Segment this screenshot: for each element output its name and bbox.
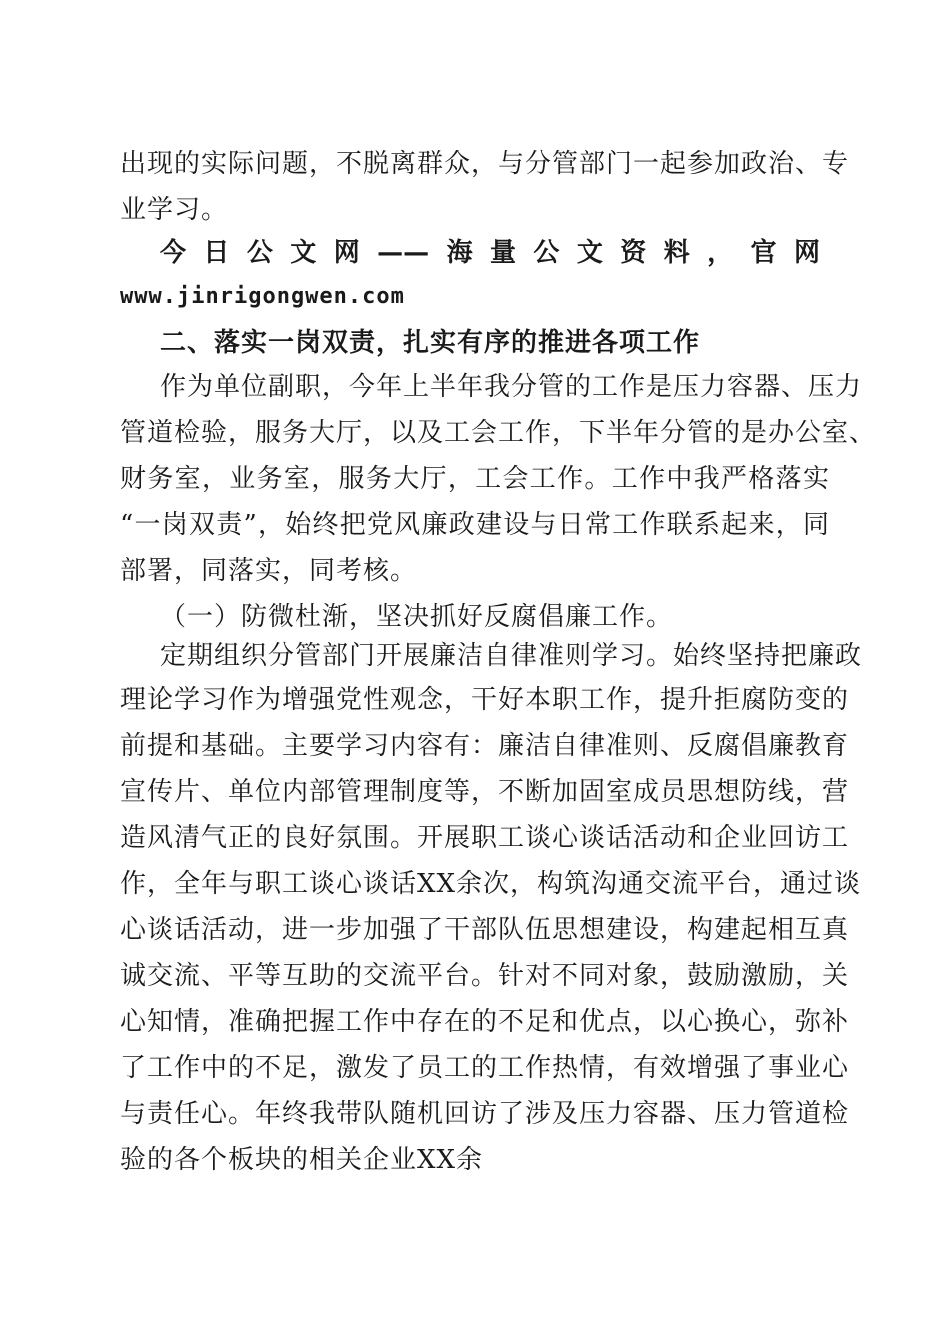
site-banner-title: 今日公文网——海量公文资料，官网 (160, 238, 820, 268)
paragraph-line: 与责任心。年终我带队随机回访了涉及压力容器、压力管道检 (120, 1099, 850, 1129)
site-banner-url[interactable]: www.jinrigongwen.com (120, 284, 405, 309)
paragraph-line: 了工作中的不足，激发了员工的工作热情，有效增强了事业心 (120, 1053, 850, 1083)
paragraph-line: 作为单位副职，今年上半年我分管的工作是压力容器、压力 (160, 372, 863, 402)
paragraph-line: 定期组织分管部门开展廉洁自律准则学习。始终坚持把廉政 (160, 641, 863, 671)
paragraph-line: 心知情，准确把握工作中存在的不足和优点，以心换心，弥补 (120, 1007, 850, 1037)
subsection-heading: （一）防微杜渐，坚决抓好反腐倡廉工作。 (160, 602, 674, 632)
paragraph-line: 部署，同落实，同考核。 (120, 556, 418, 586)
paragraph-line: 出现的实际问题，不脱离群众，与分管部门一起参加政治、专 (120, 149, 850, 179)
paragraph-line: 前提和基础。主要学习内容有：廉洁自律准则、反腐倡廉教育 (120, 731, 850, 761)
paragraph-line: 验的各个板块的相关企业XX余 (120, 1145, 484, 1175)
section-heading: 二、落实一岗双责，扎实有序的推进各项工作 (160, 328, 701, 358)
paragraph-line: “一岗双责”，始终把党风廉政建设与日常工作联系起来，同 (120, 510, 830, 540)
paragraph-line: 财务室，业务室，服务大厅，工会工作。工作中我严格落实 (120, 464, 830, 494)
paragraph-line: 业学习。 (120, 195, 229, 225)
paragraph-line: 诚交流、平等互助的交流平台。针对不同对象，鼓励激励，关 (120, 961, 850, 991)
paragraph-line: 宣传片、单位内部管理制度等，不断加固室成员思想防线，营 (120, 777, 850, 807)
paragraph-line: 心谈话活动，进一步加强了干部队伍思想建设，构建起相互真 (120, 915, 850, 945)
paragraph-line: 管道检验，服务大厅，以及工会工作，下半年分管的是办公室、 (120, 418, 877, 448)
paragraph-line: 作，全年与职工谈心谈话XX余次，构筑沟通交流平台，通过谈 (120, 869, 862, 899)
paragraph-line: 理论学习作为增强党性观念，干好本职工作，提升拒腐防变的 (120, 685, 850, 715)
paragraph-line: 造风清气正的良好氛围。开展职工谈心谈话活动和企业回访工 (120, 823, 850, 853)
